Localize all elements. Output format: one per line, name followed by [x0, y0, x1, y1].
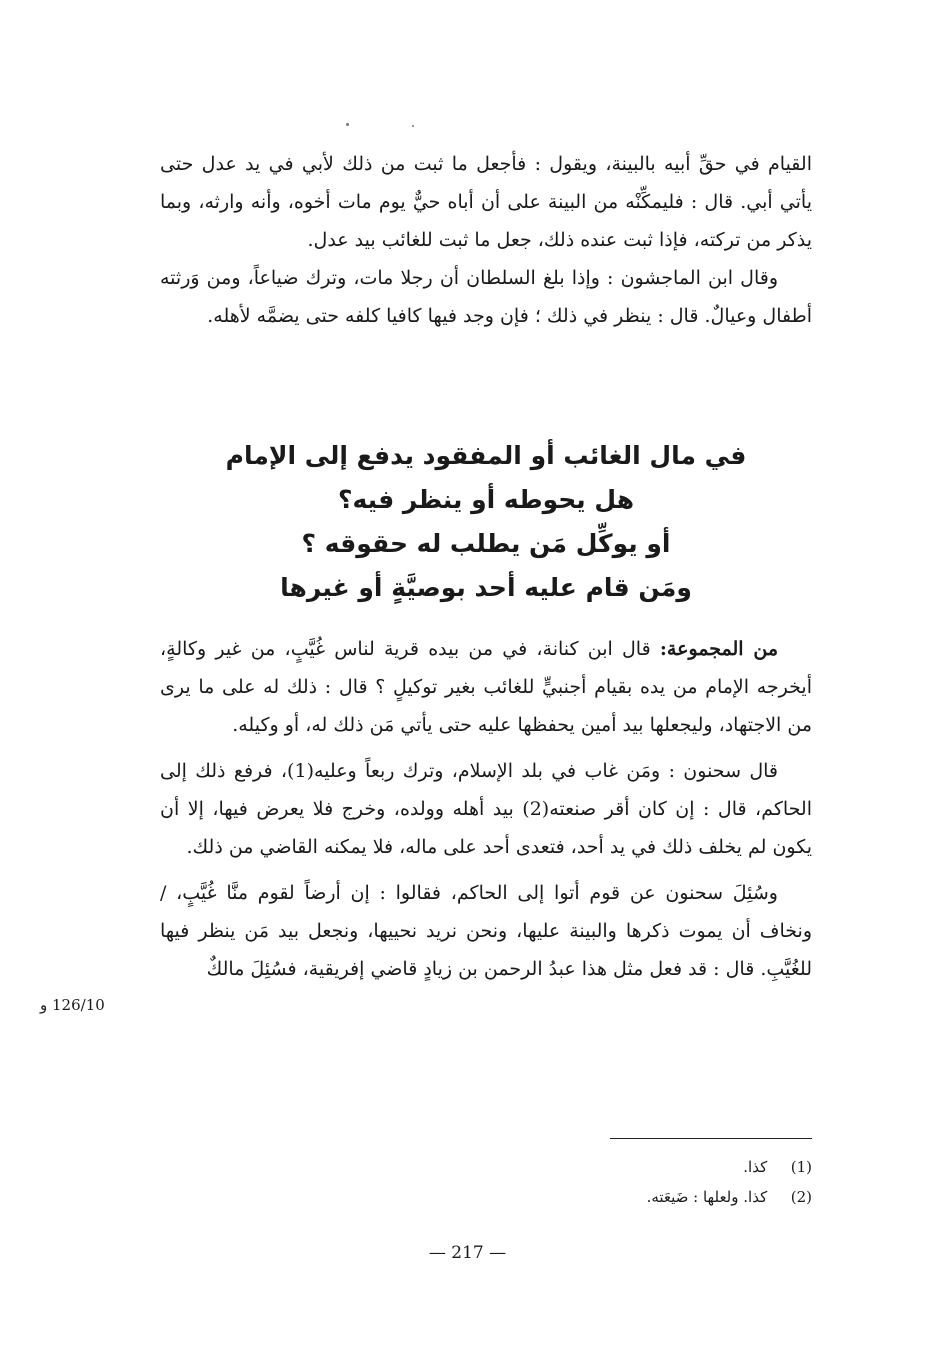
- heading-line-1: في مال الغائب أو المفقود يدفع إلى الإمام: [225, 441, 747, 470]
- footnote-separator: [610, 1138, 812, 1139]
- heading-line-4: ومَن قام عليه أحد بوصيَّةٍ أو غيرها: [280, 573, 692, 602]
- section-body: [160, 630, 812, 988]
- paragraph-ibn-majishun: وقال ابن الماجشون : وإذا بلغ السلطان أن رجلا مات، وترك ضياعاً، ومن وَرثته أطفال وعيالٌ. قال : ينظر في ذلك ؛ فإن وجد فيها كافيا كلفه حتى يضمَّه لأهله.: [160, 267, 812, 327]
- footnote-2: [400, 1182, 812, 1212]
- manuscript-folio-note: 126/10 و: [40, 996, 105, 1014]
- intro-text: [160, 145, 812, 335]
- paragraph-sahnun-2: وسُئِلَ سحنون عن قوم أتوا إلى الحاكم، فقالوا : إن أرضاً لقوم منَّا غُيَّبٍ، / ونخاف أن يموت ذكرها والبينة عليها، ونحن نريد نحييها، ونجعل بيد مَن ينظر فيها للغُيَّبِ. قال : قد فعل مثل هذا عبدُ الرحمن بن زيادٍ قاضي إفريقية، فسُئِلَ مالكٌ: [160, 882, 812, 980]
- footnote-1: [400, 1152, 812, 1182]
- heading-line-3: أو يوكِّل مَن يطلب له حقوقه ؟: [301, 529, 671, 558]
- footnotes: [400, 1152, 812, 1212]
- scan-speck: [412, 125, 414, 127]
- footnote-text: كذا.: [743, 1158, 768, 1176]
- footnote-number: (2): [790, 1188, 812, 1206]
- source-text: قال ابن كنانة، في من بيده قرية لناس غُيَّبٍ، من غير وكالةٍ، أيخرجه الإمام من يده بقيام أجنبيٍّ للغائب بغير توكيلٍ ؟ قال : ذلك له على ما يرى من الاجتهاد، وليجعلها بيد أمين يحفظها عليه حتى يأتي مَن ذلك له، أو وكيله.: [160, 638, 812, 736]
- paragraph-majmua: [160, 630, 812, 744]
- page-number: — 217 —: [428, 1243, 507, 1263]
- heading-line-2: هل يحوطه أو ينظر فيه؟: [337, 485, 635, 514]
- section-heading: [160, 434, 812, 610]
- footnote-number: (1): [790, 1158, 812, 1176]
- source-label: من المجموعة:: [659, 638, 778, 660]
- scan-speck: [346, 123, 349, 126]
- paragraph-sahnun-1: قال سحنون : ومَن غاب في بلد الإسلام، وترك ربعاً وعليه(1)، فرفع ذلك إلى الحاكم، قال : إن كان أقر صنعته(2) بيد أهله وولده، وخرج فلا يعرض فيها، إلا أن يكون لم يخلف ذلك في يد أحد، فتعدى أحد على ماله، فلا يمكنه القاضي من ذلك.: [160, 760, 813, 858]
- paragraph-continuation: القيام في حقِّ أبيه بالبينة، ويقول : فأجعل ما ثبت من ذلك لأبي في يد عدل حتى يأتي أبي. قال : فليمكِّنْه من البينة على أن أباه حيٌّ يوم مات أخوه، وأنه وارثه، وبما يذكر من تركته، فإذا ثبت عنده ذلك، جعل ما ثبت للغائب بيد عدل.: [160, 153, 812, 251]
- footnote-text: كذا. ولعلها : ضَيعَته.: [646, 1188, 768, 1206]
